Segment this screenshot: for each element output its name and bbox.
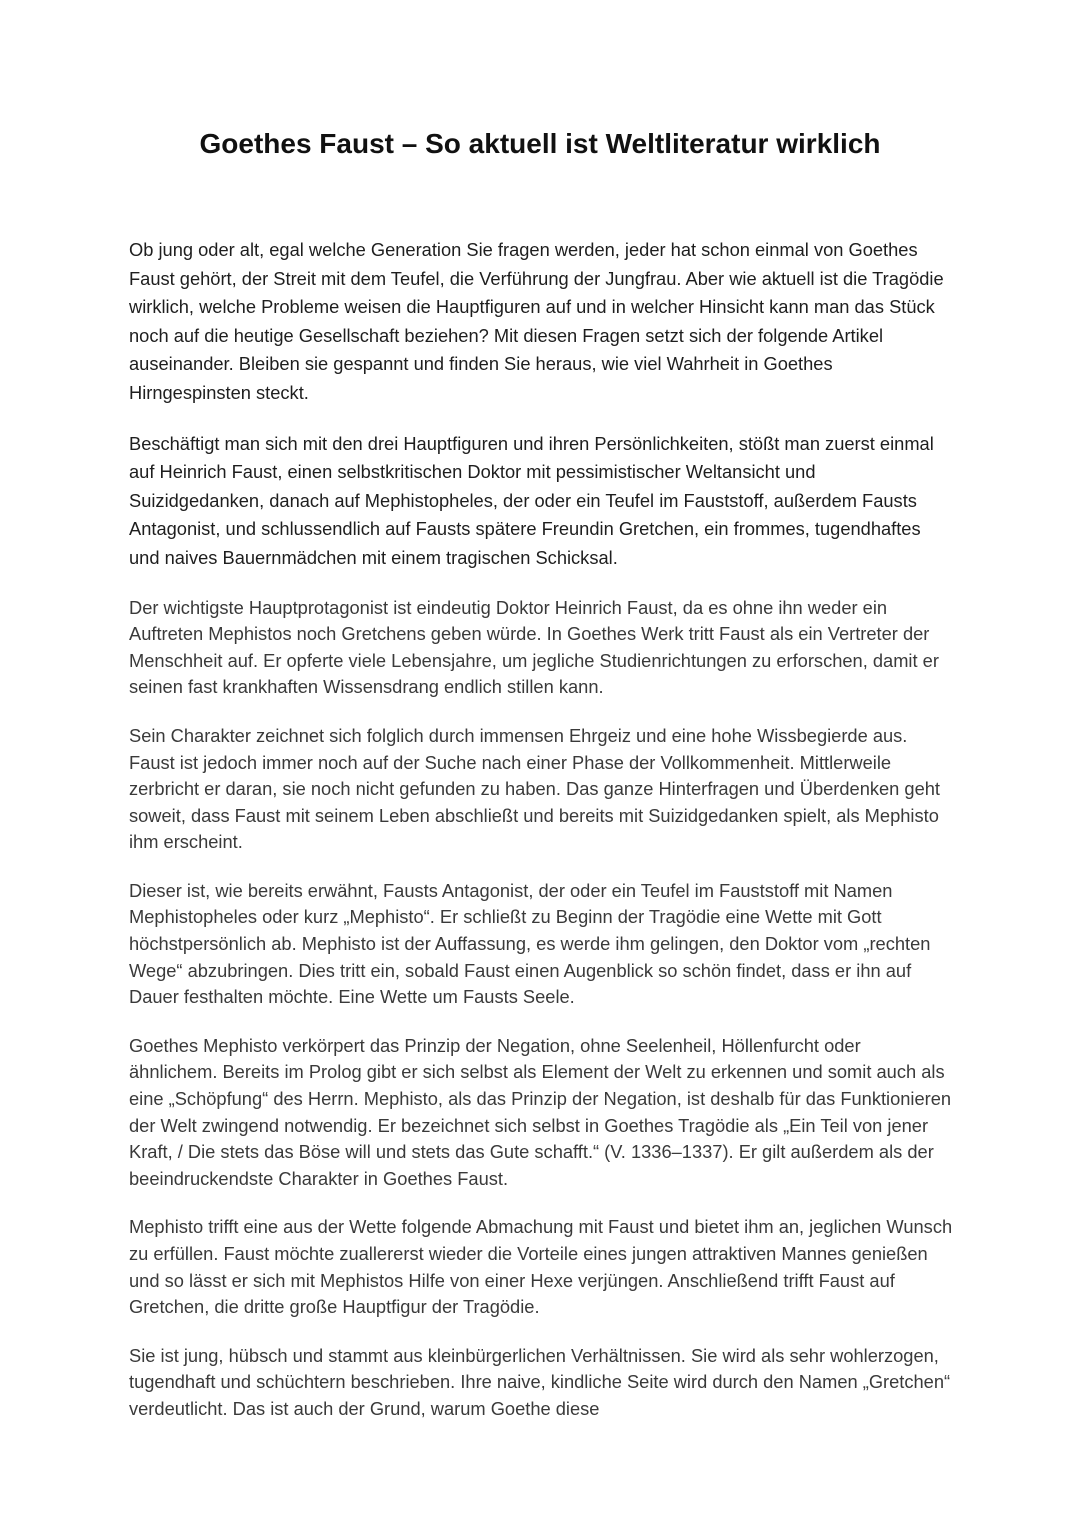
paragraph-main-characters: Beschäftigt man sich mit den drei Hauptfiguren und ihren Persönlichkeiten, stößt man zuerst einmal auf Heinrich Faust, einen selbstkritischen Doktor mit pessimistischer Weltansicht und Suizidgedanken, danach auf Mephistopheles, der oder ein Teufel im Fauststoff, außerdem Fausts Antagonist, und schlussendlich auf Fausts spätere Freundin Gretchen, ein frommes, tugendhaftes und naives Bauernmädchen mit einem tragischen Schicksal. xyxy=(129,432,934,568)
document-body xyxy=(129,236,953,1445)
paragraph-faust-character: Sein Charakter zeichnet sich folglich durch immensen Ehrgeiz und eine hohe Wissbegierde aus. Faust ist jedoch immer noch auf der Suche nach einer Phase der Vollkommenheit. Mittlerweile zerbricht er daran, sie noch nicht gefunden zu haben. Das ganze Hinterfragen und Überdenken geht soweit, dass Faust mit seinem Leben abschließt und bereits mit Suizidgedanken spielt, als Mephisto ihm erscheint. xyxy=(129,724,940,853)
paragraph-agreement: Mephisto trifft eine aus der Wette folgende Abmachung mit Faust und bietet ihm an, jeglichen Wunsch zu erfüllen. Faust möchte zuallererst wieder die Vorteile eines jungen attraktiven Mannes genießen und so lässt er sich mit Mephistos Hilfe von einer Hexe verjüngen. Anschließend trifft Faust auf Gretchen, die dritte große Hauptfigur der Tragödie. xyxy=(129,1216,953,1318)
document-title: Goethes Faust – So aktuell ist Weltliteratur wirklich xyxy=(199,128,881,159)
paragraph-intro: Ob jung oder alt, egal welche Generation Sie fragen werden, jeder hat schon einmal von Goethes Faust gehört, der Streit mit dem Teufel, die Verführung der Jungfrau. Aber wie aktuell ist die Tragödie wirklich, welche Probleme weisen die Hauptfiguren auf und in welcher Hinsicht kann man das Stück noch auf die heutige Gesellschaft beziehen? Mit diesen Fragen setzt sich der folgende Artikel auseinander. Bleiben sie gespannt und finden Sie heraus, wie viel Wahrheit in Goethes Hirngespinsten steckt. xyxy=(129,239,944,403)
paragraph-gretchen: Sie ist jung, hübsch und stammt aus kleinbürgerlichen Verhältnissen. Sie wird als sehr wohlerzogen, tugendhaft und schüchtern beschrieben. Ihre naive, kindliche Seite wird durch den Namen „Gretchen“ verdeutlicht. Das ist auch der Grund, warum Goethe diese xyxy=(129,1344,951,1419)
paragraph-faust-protagonist: Der wichtigste Hauptprotagonist ist eindeutig Doktor Heinrich Faust, da es ohne ihn weder ein Auftreten Mephistos noch Gretchens geben würde. In Goethes Werk tritt Faust als ein Vertreter der Menschheit auf. Er opferte viele Lebensjahre, um jegliche Studienrichtungen zu erforschen, damit er seinen fast krankhaften Wissensdrang endlich stillen kann. xyxy=(129,596,939,698)
paragraph-mephisto-wager: Dieser ist, wie bereits erwähnt, Fausts Antagonist, der oder ein Teufel im Fauststoff mit Namen Mephistopheles oder kurz „Mephisto“. Er schließt zu Beginn der Tragödie eine Wette mit Gott höchstpersönlich ab. Mephisto ist der Auffassung, es werde ihm gelingen, den Doktor vom „rechten Wege“ abzubringen. Dies tritt ein, sobald Faust einen Augenblick so schön findet, dass er ihn auf Dauer festhalten möchte. Eine Wette um Fausts Seele. xyxy=(129,879,931,1008)
paragraph-mephisto-negation: Goethes Mephisto verkörpert das Prinzip der Negation, ohne Seelenheil, Höllenfurcht oder ähnlichem. Bereits im Prolog gibt er sich selbst als Element der Welt zu erkennen und somit auch als eine „Schöpfung“ des Herrn. Mephisto, als das Prinzip der Negation, ist deshalb für das Funktionieren der Welt zwingend notwendig. Er bezeichnet sich selbst in Goethes Tragödie als „Ein Teil von jener Kraft, / Die stets das Böse will und stets das Gute schafft.“ (V. 1336–1337). Er gilt außerdem als der beeindruckendste Charakter in Goethes Faust. xyxy=(129,1034,952,1189)
